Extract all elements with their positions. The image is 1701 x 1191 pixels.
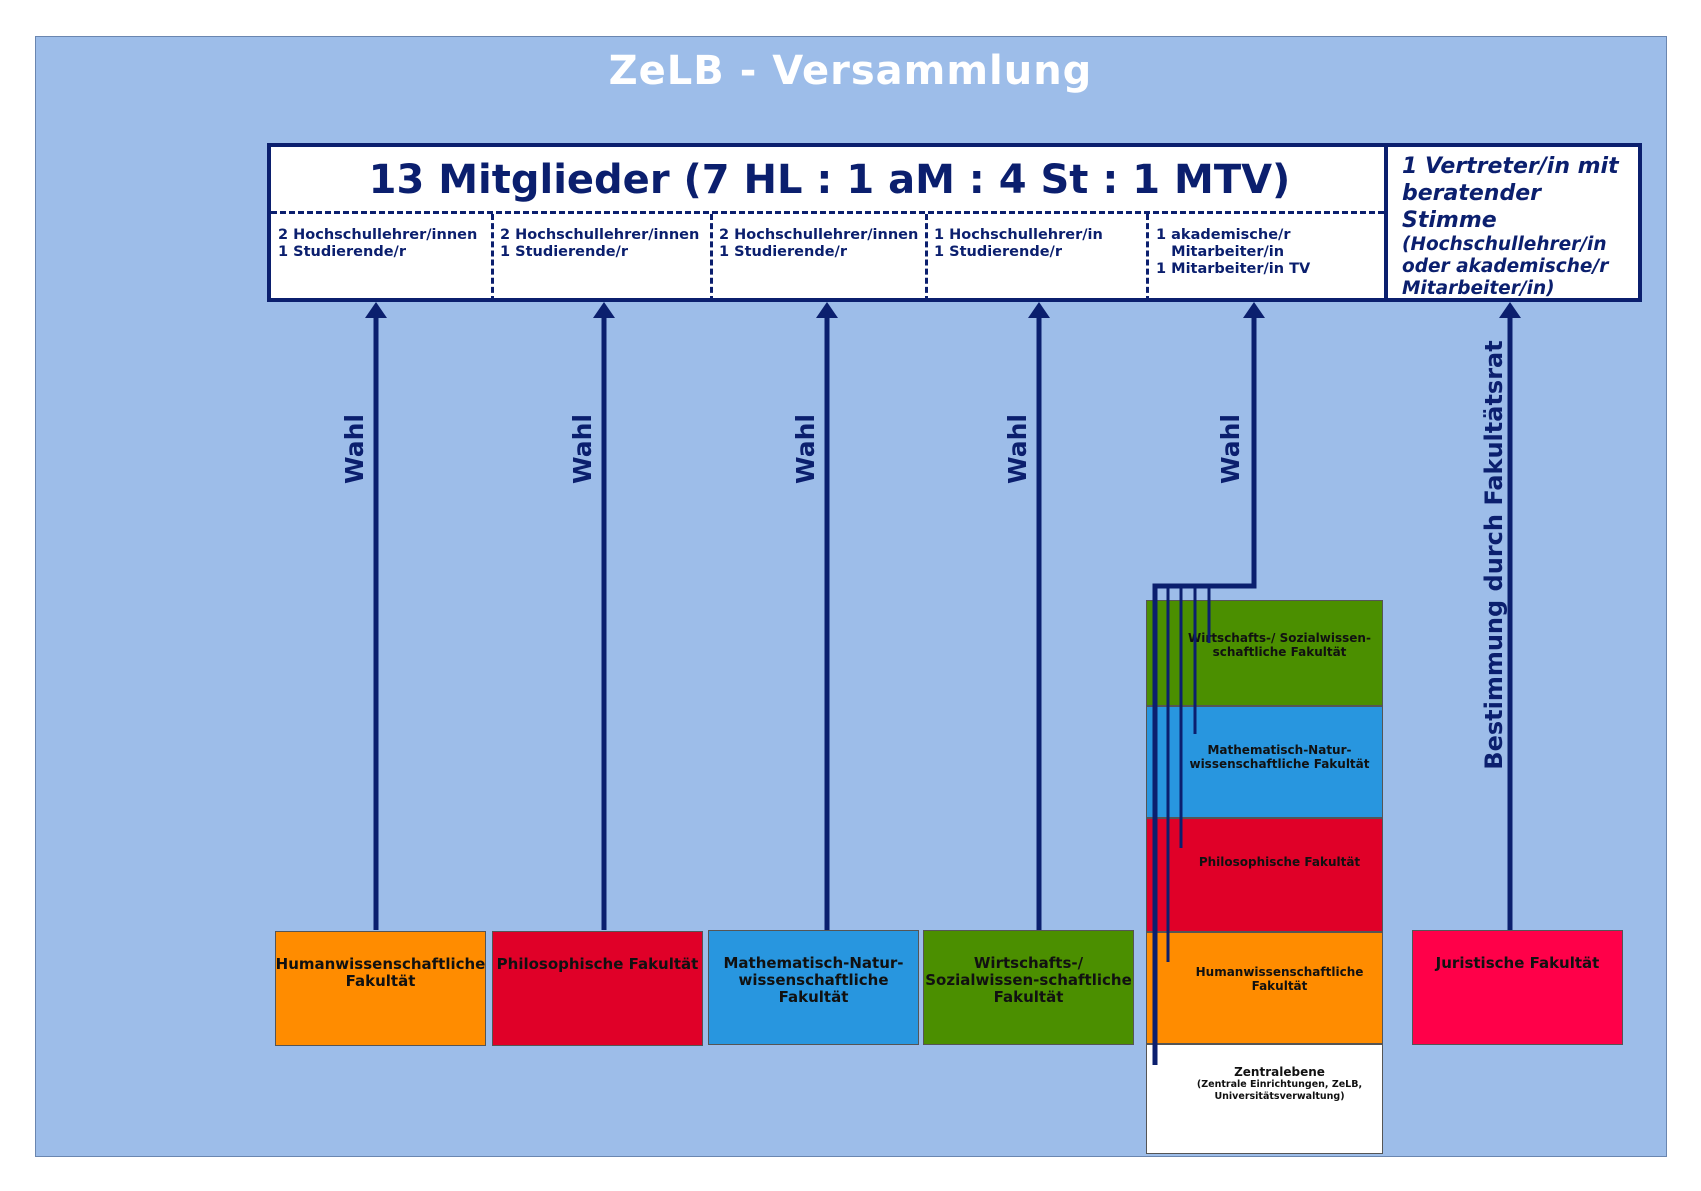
stack-human-label: Humanwissenschaftliche Fakultät <box>1195 965 1364 993</box>
label-wahl: Wahl <box>1216 414 1245 484</box>
arrowhead <box>1028 302 1050 318</box>
stack-zentral-note: (Zentrale Einrichtungen, ZeLB, Universitätsverwaltung) <box>1196 1079 1363 1102</box>
label-wahl: Wahl <box>1003 414 1032 484</box>
label-wahl: Wahl <box>791 414 820 484</box>
label-wahl: Wahl <box>340 414 369 484</box>
stack-philo-label: Philosophische Fakultät <box>1198 855 1361 869</box>
segment-wiso: 1 Hochschullehrer/in 1 Studierende/r <box>934 227 1103 260</box>
arrowhead <box>1499 302 1521 318</box>
arrowhead <box>1243 302 1265 318</box>
advisory-title: 1 Vertreter/in mit beratender Stimme <box>1402 154 1619 233</box>
faculty-philo-label: Philosophische Fakultät <box>496 955 699 973</box>
stack-wiso-label: Wirtschafts-/ Sozialwissen-schaftliche Fakultät <box>1188 631 1371 659</box>
members-headline: 13 Mitglieder (7 HL : 1 aM : 4 St : 1 MTV) <box>368 157 1291 203</box>
stack-mathnat-label: Mathematisch-Natur-wissenschaftliche Fakultät <box>1189 743 1370 771</box>
faculty-jura-label: Juristische Fakultät <box>1435 954 1600 972</box>
arrowhead <box>593 302 615 318</box>
arrowhead <box>365 302 387 318</box>
diagram-title: ZeLB - Versammlung <box>608 48 1093 94</box>
segment-human: 2 Hochschullehrer/innen 1 Studierende/r <box>278 227 478 260</box>
faculty-human-label: Humanwissenschaftliche Fakultät <box>275 955 486 990</box>
segment-staff: 1 akademische/r Mitarbeiter/in 1 Mitarbeiter/in TV <box>1156 227 1311 277</box>
segment-mathnat: 2 Hochschullehrer/innen 1 Studierende/r <box>719 227 919 260</box>
stack-zentral-title: Zentralebene <box>1234 1065 1325 1079</box>
advisory-note: (Hochschullehrer/in oder akademische/r Mitarbeiter/in) <box>1402 234 1609 299</box>
faculty-wiso-label: Wirtschafts-/ Sozialwissen-schaftliche Fakultät <box>925 954 1132 1006</box>
faculty-mathnat-label: Mathematisch-Natur-wissenschaftliche Fakultät <box>723 954 904 1006</box>
segment-philo: 2 Hochschullehrer/innen 1 Studierende/r <box>500 227 700 260</box>
label-wahl: Wahl <box>568 414 597 484</box>
label-bestimmung: Bestimmung durch Fakultätsrat <box>1480 340 1508 770</box>
arrowhead <box>816 302 838 318</box>
